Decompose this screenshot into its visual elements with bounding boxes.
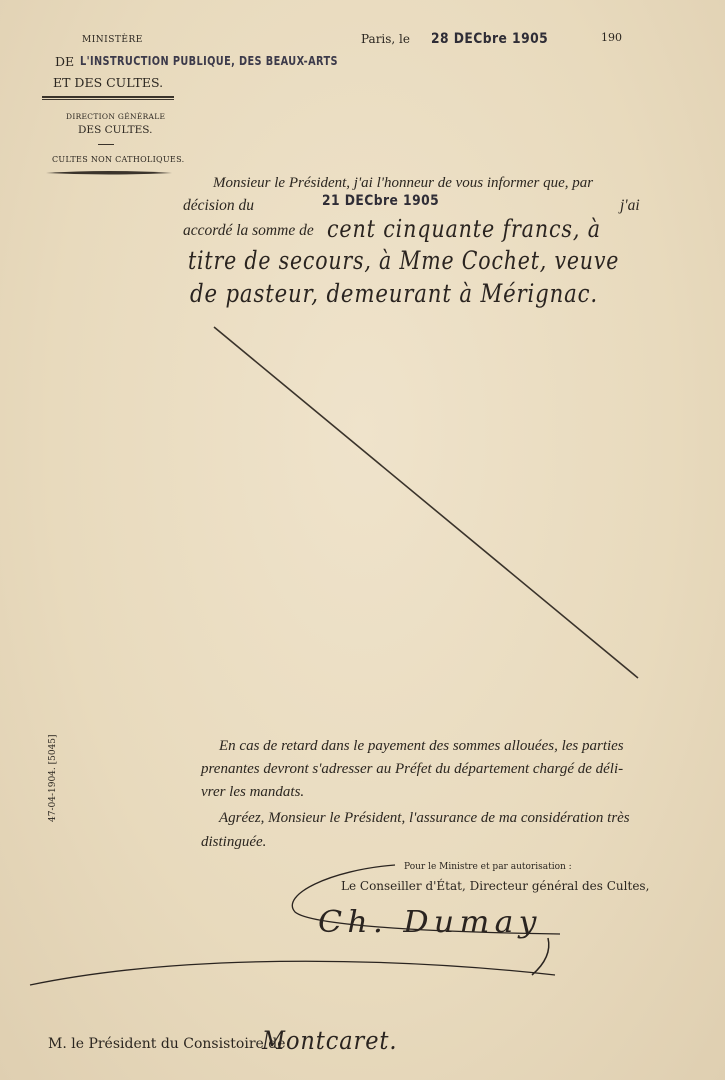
decision-date-stamp: 21 DECbre 1905	[322, 193, 440, 209]
decision-prefix: décision du	[183, 197, 255, 214]
handwritten-line3: de pasteur, demeurant à Mérignac.	[190, 279, 599, 308]
cultes-non-catholiques: CULTES NON CATHOLIQUES.	[52, 155, 185, 164]
pour-le-ministre: Pour le Ministre et par autorisation :	[404, 862, 572, 872]
margin-code: 47-04-1904. [5045]	[48, 734, 58, 822]
agreez-line2: distinguée.	[201, 834, 267, 850]
direction-line1: DIRECTION GÉNÉRALE	[66, 112, 166, 121]
ministry-line3: ET DES CULTES.	[53, 75, 164, 90]
place-prefix: Paris, le	[361, 32, 410, 46]
retard-line2: prenantes devront s'adresser au Préfet du département chargé de déli-	[201, 761, 624, 777]
signature-text: Ch. Dumay	[318, 905, 542, 940]
recipient-prefix: M. le Président du Consistoire de	[48, 1036, 286, 1052]
handwritten-line2: titre de secours, à Mme Cochet, veuve	[188, 246, 620, 275]
ministry-line1: MINISTÈRE	[82, 35, 143, 45]
agreez-line1: Agréez, Monsieur le Président, l'assurance de ma considération très	[219, 810, 630, 826]
direction-line2: DES CULTES.	[78, 124, 153, 136]
ministry-stamp: L'INSTRUCTION PUBLIQUE, DES BEAUX-ARTS	[80, 53, 338, 68]
accorde-text: accordé la somme de	[183, 222, 314, 239]
year-suffix: 190	[601, 31, 622, 44]
recipient-place: Montcaret.	[262, 1026, 398, 1055]
retard-line3: vrer les mandats.	[201, 784, 305, 800]
conseiller-line: Le Conseiller d'État, Directeur général des Cultes,	[341, 879, 650, 893]
handwritten-line1: cent cinquante francs, à	[327, 215, 601, 243]
ministry-de: DE	[55, 54, 75, 69]
salutation-line: Monsieur le Président, j'ai l'honneur de vous informer que, par	[213, 175, 594, 191]
date-stamp: 28 DECbre 1905	[431, 31, 549, 47]
retard-line1: En cas de retard dans le payement des sommes allouées, les parties	[219, 738, 624, 754]
jai-text: j'ai	[620, 197, 640, 214]
